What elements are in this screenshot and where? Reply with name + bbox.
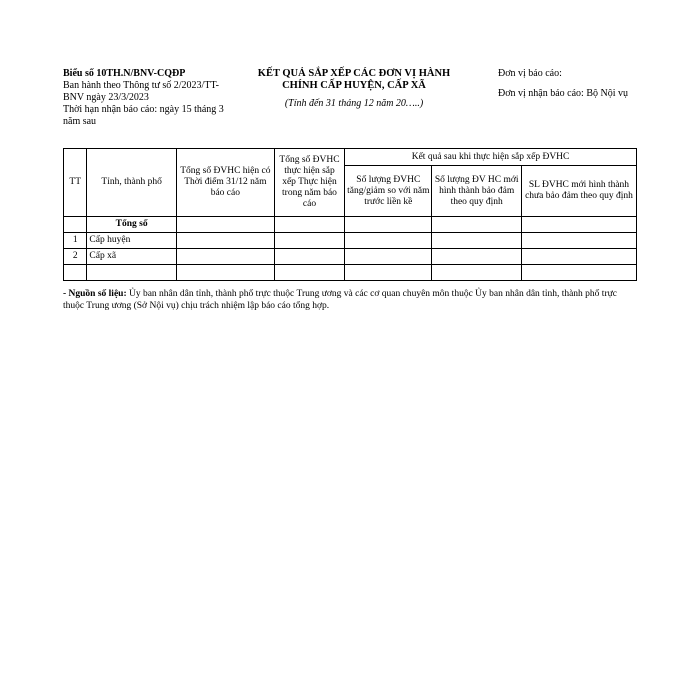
- receiving-unit: Đơn vị nhận báo cáo: Bộ Nội vụ: [498, 88, 628, 99]
- header-name: Tỉnh, thành phố: [87, 149, 176, 217]
- cell-tt: 2: [64, 249, 87, 265]
- header-total-existing: Tổng số ĐVHC hiện có Thời điểm 31/12 năm báo cáo: [176, 149, 274, 217]
- cell-tt: 1: [64, 233, 87, 249]
- form-code: 10TH.N/BNV-CQĐP: [96, 68, 186, 79]
- report-subtitle: (Tính đến 31 tháng 12 năm 20…..): [284, 98, 424, 109]
- header-result-group: Kết quả sau khi thực hiện sắp xếp ĐVHC: [345, 149, 637, 166]
- table-row-district: [64, 233, 637, 249]
- issued-by: Ban hành theo Thông tư số 2/2023/TT-BNV ngày 23/3/2023: [63, 80, 219, 103]
- cell-tt: [64, 217, 87, 233]
- deadline: Thời hạn nhận báo cáo: ngày 15 tháng 3 năm sau: [63, 104, 224, 127]
- report-heading: [248, 68, 460, 110]
- source-note-label: - Nguồn số liệu:: [63, 289, 127, 299]
- source-note: [63, 288, 639, 312]
- cell-tt: [64, 265, 87, 281]
- header-new-ok: Số lượng ĐV HC mới hình thành bảo đảm theo quy định: [432, 166, 521, 217]
- header-total-arranged: Tổng số ĐVHC thực hiện sắp xếp Thực hiện trong năm báo cáo: [274, 149, 344, 217]
- header-new-not-ok: SL ĐVHC mới hình thành chưa bảo đảm theo quy định: [521, 166, 636, 217]
- header-change: Số lượng ĐVHC tăng/giảm so với năm trước liền kề: [345, 166, 432, 217]
- source-note-text: Ủy ban nhân dân tỉnh, thành phố trực thuộc Trung ương và các cơ quan chuyên môn thuộc Ủy ban nhân dân tỉnh, thành phố trực thuộc Trung ương (Sở Nội vụ) chịu trách nhiệm lập báo cáo tổng hợp.: [63, 289, 617, 311]
- cell-name: [87, 265, 176, 281]
- table-row-total: [64, 217, 637, 233]
- cell-name: Cấp xã: [87, 249, 176, 265]
- report-title: KẾT QUẢ SẮP XẾP CÁC ĐƠN VỊ HÀNH CHÍNH CẤP HUYỆN, CẤP XÃ: [257, 68, 451, 91]
- cell-name: Cấp huyện: [87, 233, 176, 249]
- unit-info: [498, 68, 638, 100]
- form-label: Biểu số: [63, 68, 94, 79]
- table-row-commune: [64, 249, 637, 265]
- report-table: [63, 148, 637, 281]
- table-row-empty: [64, 265, 637, 281]
- header-tt: TT: [64, 149, 87, 217]
- form-info: [63, 68, 233, 128]
- cell-name: Tổng số: [87, 217, 176, 233]
- reporting-unit: Đơn vị báo cáo:: [498, 68, 562, 79]
